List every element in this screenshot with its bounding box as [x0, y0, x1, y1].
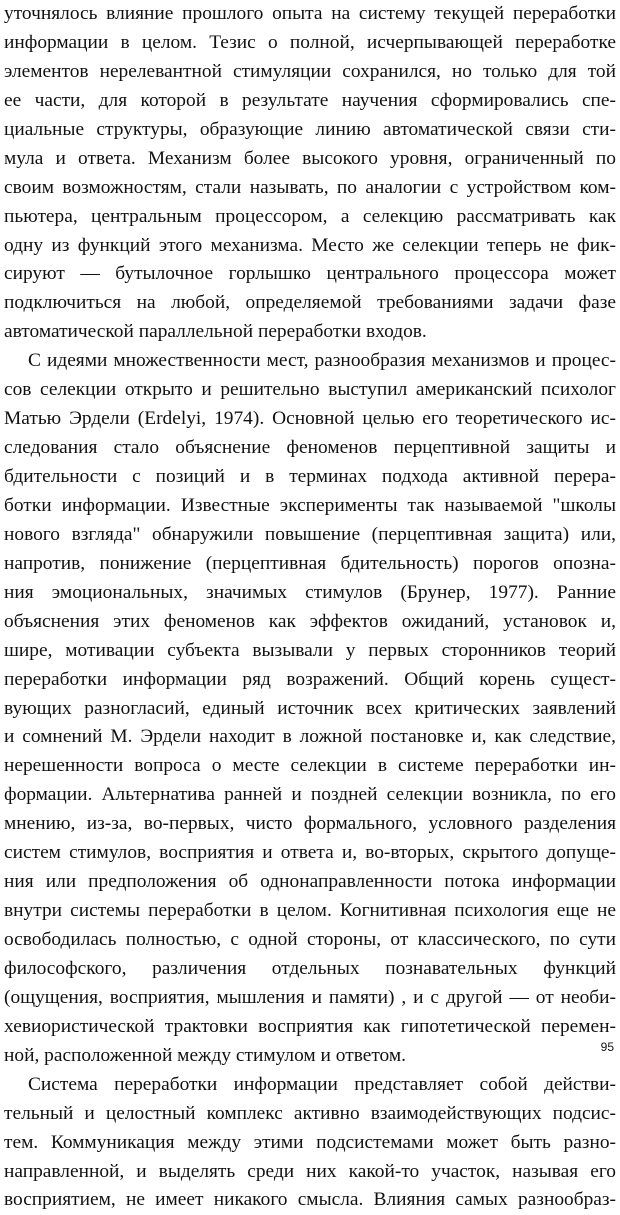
text-line: внутри системы переработки в целом. Когнитивная психология еще не — [4, 900, 616, 922]
text-line: шире, мотивации субъекта вызывали у первых сторонников теорий — [4, 639, 616, 661]
text-line: информации в целом. Тезис о полной, исчерпывающей переработке — [4, 31, 616, 53]
text-line: следования стало объяснение феноменов перцептивной защиты и — [4, 437, 616, 459]
text-line: бдительности с позиций и в терминах подхода активной перера- — [4, 466, 616, 487]
text-line: мнению, из-за, во-первых, чисто формального, условного разделения — [4, 813, 616, 835]
paragraph — [4, 347, 616, 1070]
text-line: переработки информации ряд возражений. Общий корень сущест- — [4, 668, 616, 690]
text-line: своим возможностям, стали называть, по аналогии с устройством ком- — [4, 176, 616, 198]
text-line: автоматической параллельной переработки входов. — [4, 321, 427, 343]
text-line: уточнялось влияние прошлого опыта на систему текущей переработки — [4, 3, 616, 24]
body-text — [4, 0, 616, 1215]
text-line: циальные структуры, образующие линию автоматической связи сти- — [4, 118, 616, 140]
text-line: ния эмоциональных, значимых стимулов (Брунер, 1977). Ранние — [4, 581, 616, 603]
text-line: формации. Альтернатива ранней и поздней селекции возникла, по его — [4, 784, 616, 806]
text-line: вующих разногласий, единый источник всех критических заявлений — [4, 697, 616, 719]
text-line: сов селекции открыто и решительно выступил американский психолог — [4, 379, 616, 401]
paragraph — [4, 0, 616, 347]
text-line: философского, различения отдельных познавательных функций — [4, 957, 616, 979]
text-line: Матью Эрдели (Erdelyi, 1974). Основной целью его теоретического ис- — [4, 408, 616, 430]
text-line: ее части, для которой в результате научения сформировались спе- — [4, 89, 616, 111]
text-line: тем. Коммуникация между этими подсистемами может быть разно- — [4, 1131, 616, 1153]
text-line: подключиться на любой, определяемой требованиями задачи фазе — [4, 292, 616, 314]
text-line: объяснения этих феноменов как эффектов ожиданий, установок и, — [4, 610, 616, 632]
text-line: пьютера, центральным процессором, а селекцию рассматривать как — [4, 205, 616, 227]
text-line: (ощущения, восприятия, мышления и памяти) , и с другой — от необи- — [4, 986, 616, 1008]
text-line: ния или предположения об однонаправленности потока информации — [4, 871, 616, 893]
text-line: нового взгляда" обнаружили повышение (перцептивная защита) или, — [4, 523, 616, 545]
text-line: напротив, понижение (перцептивная бдительность) порогов опозна- — [4, 552, 616, 574]
text-line: восприятием, не имеет никакого смысла. Влияния самых разнообраз- — [4, 1189, 616, 1211]
text-line: направленной, и выделять среди них какой-то участок, называя его — [4, 1160, 616, 1182]
text-line: нерешенности вопроса о месте селекции в системе переработки ин- — [4, 755, 616, 777]
text-line: сируют — бутылочное горлышко центрального процессора может — [4, 263, 616, 285]
text-line: хевиористической трактовки восприятия как гипотетической перемен- — [4, 1015, 616, 1037]
text-line: систем стимулов, восприятия и ответа и, во-вторых, скрытого допуще- — [4, 842, 616, 864]
text-line: ботки информации. Известные эксперименты так называемой "школы — [4, 494, 616, 516]
text-line: мула и ответа. Механизм более высокого уровня, ограниченный по — [4, 147, 616, 169]
text-line: элементов нерелевантной стимуляции сохранился, но только для той — [4, 60, 616, 82]
text-line: и сомнений М. Эрдели находит в ложной постановке и, как следствие, — [4, 726, 616, 748]
paragraph — [4, 1071, 616, 1215]
text-line: одну из функций этого механизма. Место же селекции теперь не фик- — [4, 234, 616, 256]
text-line: освободилась полностью, с одной стороны, от классического, по сути — [4, 929, 616, 950]
text-line: С идеями множественности мест, разнообразия механизмов и процес- — [28, 350, 616, 372]
text-line: ной, расположенной между стимулом и ответом. — [4, 1044, 407, 1066]
text-line: Система переработки информации представляет собой действи- — [28, 1073, 616, 1095]
page-number: 95 — [600, 1040, 614, 1054]
text-line: тельный и целостный комплекс активно взаимодействующих подсис- — [4, 1102, 616, 1124]
